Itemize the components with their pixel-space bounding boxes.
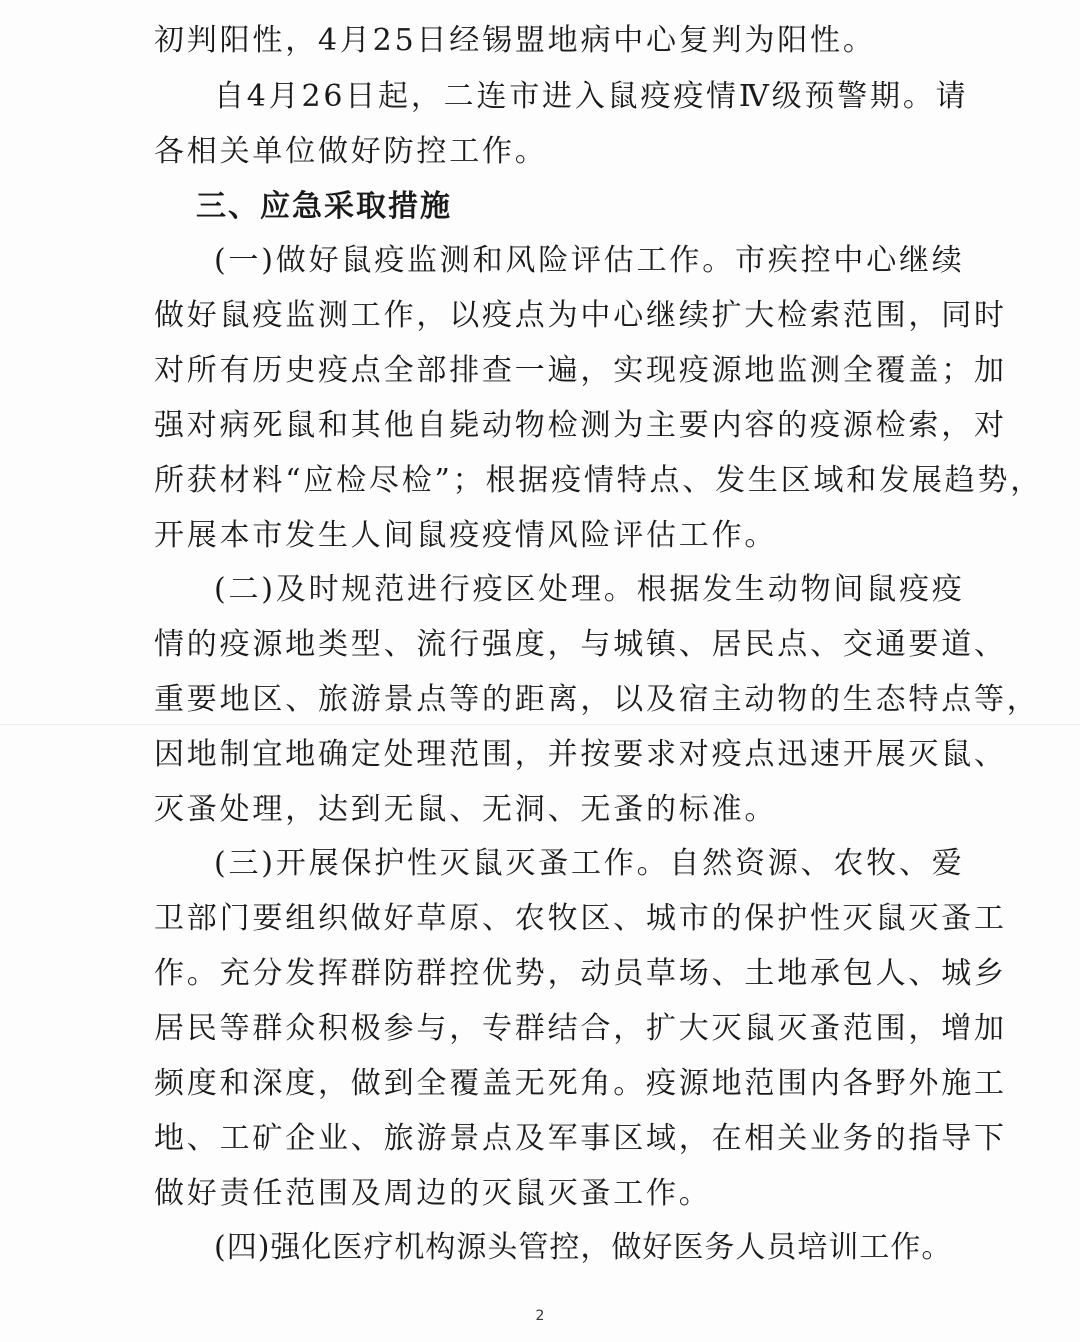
- paragraph-line: 对所有历史疫点全部排查一遍，实现疫源地监测全覆盖；加: [154, 353, 1007, 388]
- paragraph-line: (二)及时规范进行疫区处理。根据发生动物间鼠疫疫: [214, 572, 965, 607]
- page-number: 2: [535, 1308, 545, 1324]
- paragraph-line: 初判阳性，4月25日经锡盟地病中心复判为阳性。: [154, 23, 876, 58]
- paragraph-line: 卫部门要组织做好草原、农牧区、城市的保护性灭鼠灭蚤工: [154, 901, 1007, 936]
- paragraph-line: 自4月26日起，二连市进入鼠疫疫情Ⅳ级预警期。请: [214, 79, 969, 114]
- paragraph-line: 做好责任范围及周边的灭鼠灭蚤工作。: [154, 1176, 712, 1211]
- paragraph-line: 重要地区、旅游景点等的距离，以及宿主动物的生态特点等，: [154, 682, 1040, 717]
- paragraph-line: 作。充分发挥群防群控优势，动员草场、土地承包人、城乡: [154, 956, 1007, 991]
- paragraph-line: 各相关单位做好防控工作。: [154, 134, 548, 169]
- paragraph-line: (四)强化医疗机构源头管控，做好医务人员培训工作。: [214, 1230, 953, 1265]
- paragraph-line: 因地制宜地确定处理范围，并按要求对疫点迅速开展灭鼠、: [154, 737, 1007, 772]
- scan-artifact-line: [0, 724, 1080, 725]
- paragraph-line: (一)做好鼠疫监测和风险评估工作。市疾控中心继续: [214, 243, 965, 278]
- paragraph-line: 所获材料“应检尽检”；根据疫情特点、发生区域和发展趋势，: [154, 463, 1044, 498]
- paragraph-line: 地、工矿企业、旅游景点及军事区域，在相关业务的指导下: [154, 1121, 1007, 1156]
- paragraph-line: 做好鼠疫监测工作，以疫点为中心继续扩大检索范围，同时: [154, 298, 1007, 333]
- paragraph-line: (三)开展保护性灭鼠灭蚤工作。自然资源、农牧、爱: [214, 846, 965, 881]
- section-heading: 三、应急采取措施: [196, 189, 452, 224]
- paragraph-line: 情的疫源地类型、流行强度，与城镇、居民点、交通要道、: [154, 627, 1007, 662]
- paragraph-line: 频度和深度，做到全覆盖无死角。疫源地范围内各野外施工: [154, 1066, 1007, 1101]
- paragraph-line: 居民等群众积极参与，专群结合，扩大灭鼠灭蚤范围，增加: [154, 1011, 1007, 1046]
- paragraph-line: 强对病死鼠和其他自毙动物检测为主要内容的疫源检索，对: [154, 408, 1007, 443]
- paragraph-line: 开展本市发生人间鼠疫疫情风险评估工作。: [154, 518, 778, 553]
- paragraph-line: 灭蚤处理，达到无鼠、无洞、无蚤的标准。: [154, 792, 778, 827]
